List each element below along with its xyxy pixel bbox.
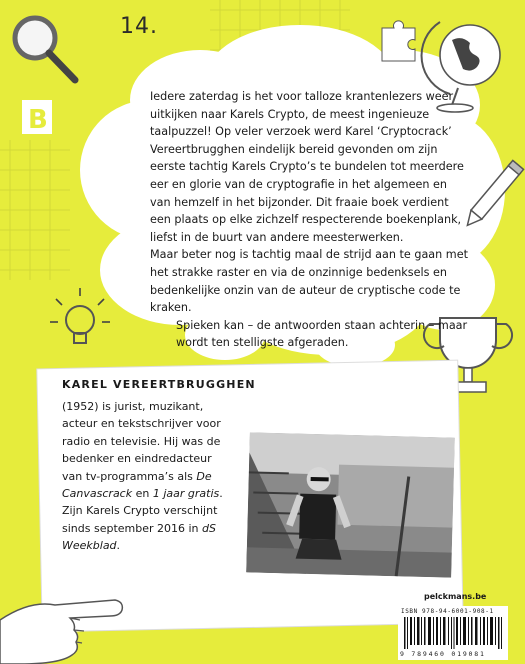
page-number: 14.	[120, 14, 158, 39]
svg-text:B: B	[28, 105, 48, 135]
author-name: KAREL VEREERTBRUGGHEN	[62, 378, 256, 391]
isbn-text: ISBN 978-94-6001-908-1	[401, 608, 494, 615]
puzzle-piece-icon	[382, 21, 415, 61]
blurb-paragraph: Maar beter nog is tachtig maal de strijd aan te gaan met het strakke raster en via de onzinnige bedenksels en bedenkelijke onzin van de auteur de cryptische code te kraken.	[150, 248, 468, 315]
bio-show-title: De Canvascrack	[62, 469, 212, 501]
bio-text: (1952) is jurist, muzikant, acteur en tekstschrijver voor radio en televisie. Hij was de bedenker en eindredacteur van tv-programma’s als	[62, 400, 221, 483]
blurb-paragraph: Spieken kan – de antwoorden staan achterin – maar wordt ten stelligste afgeraden.	[176, 318, 468, 350]
author-bio	[62, 398, 230, 555]
bio-text: . Zijn Karels Crypto verschijnt sinds september 2016 in	[62, 487, 223, 535]
barcode-bars	[404, 617, 502, 649]
letter-b-icon	[22, 100, 52, 135]
lightbulb-icon	[50, 288, 110, 343]
publisher-link[interactable]: pelckmans.be	[424, 592, 487, 601]
pointing-hand-icon	[0, 560, 130, 664]
back-cover-blurb	[150, 88, 470, 352]
bio-text: .	[116, 539, 121, 553]
magnifier-icon	[15, 18, 75, 80]
bio-text: en	[132, 487, 153, 501]
grid-left	[0, 140, 70, 280]
barcode-box	[398, 606, 508, 660]
bio-paper-title: dS Weekblad	[62, 521, 216, 553]
author-photo	[246, 432, 455, 577]
barcode-number: 9 789460 019081	[400, 650, 486, 658]
blurb-paragraph: Iedere zaterdag is het voor talloze krantenlezers weer uitkijken naar Karels Crypto, de meest ingenieuze taalpuzzel! Op veler verzoek werd Karel ‘Cryptocrack’ Vereertbrugghen eindelijk bereid gevonden om zijn eerste tachtig Karels Crypto’s te bundelen tot meerdere eer en glorie van de cryptografie in het algemeen en van hemzelf in het bijzonder. Dit fraaie boek verdient een plaats op elke zichzelf respecterende boekenplank, liefst in de buurt van andere meesterwerken.	[150, 90, 464, 244]
bio-show-title: 1 jaar gratis	[152, 487, 220, 501]
